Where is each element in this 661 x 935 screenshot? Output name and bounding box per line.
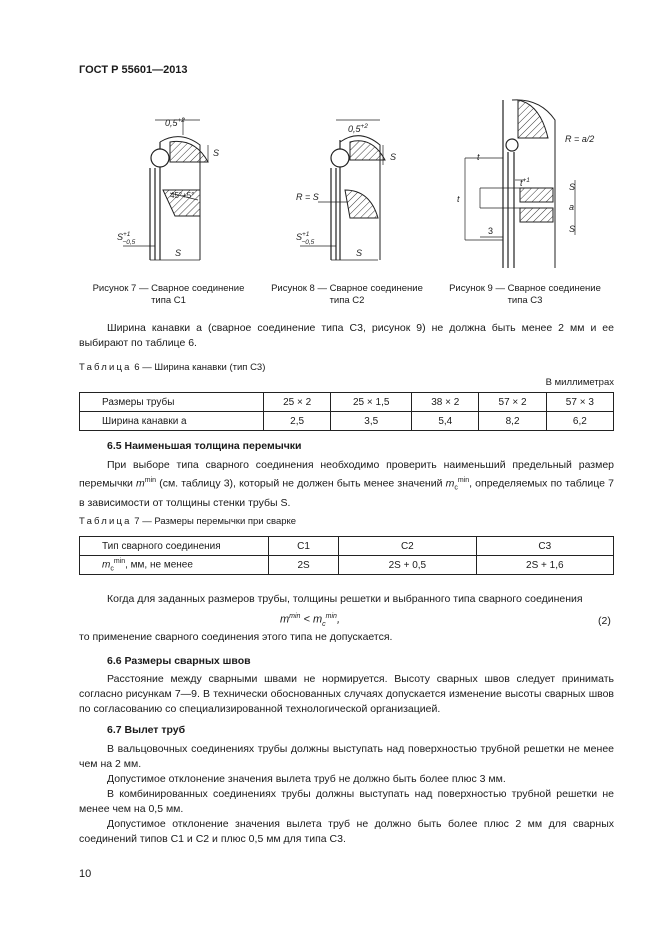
table-cell: С3 bbox=[476, 537, 613, 556]
page-number: 10 bbox=[79, 868, 92, 880]
table-row bbox=[80, 412, 614, 431]
table-cell: $m_c^{min}$, мм, не менее bbox=[80, 556, 269, 575]
conclusion-text: то применение сварного соединения этого типа не допускается. bbox=[79, 631, 393, 643]
table-cell: С2 bbox=[339, 537, 476, 556]
table-cell: С1 bbox=[269, 537, 339, 556]
figures-area bbox=[0, 90, 661, 320]
table-cell: 6,2 bbox=[546, 412, 613, 431]
fig8-gap-label: $0,5^{+2}$ bbox=[348, 123, 368, 134]
section-6-5-title: 6.5 Наименьшая толщина перемычки bbox=[107, 440, 302, 452]
figure-9-caption: Рисунок 9 — Сварное соединение типа С3 bbox=[449, 283, 601, 306]
fig7-s-bottom-label: S bbox=[175, 248, 182, 258]
fig9-s-lower-label: S bbox=[569, 224, 576, 234]
table-cell: 2,5 bbox=[264, 412, 331, 431]
section-6-6-text: Расстояние между сварными швами не нормируется. Высоту сварных швов следует принимать согласно рисункам 7—9. В технически обоснованных случаях допускается изменение высоты сварных швов по согласованию со специализированной технологической организацией. bbox=[79, 673, 614, 715]
table-cell: 57 × 3 bbox=[546, 393, 613, 412]
section-6-7-p3: В комбинированных соединениях трубы должны выступать над поверхностью трубной решетки не менее чем на 0,5 мм. bbox=[79, 788, 614, 815]
table-cell: 3,5 bbox=[331, 412, 412, 431]
table-cell: Размеры трубы bbox=[80, 393, 264, 412]
table-cell: 57 × 2 bbox=[479, 393, 546, 412]
table-cell: 2S + 0,5 bbox=[339, 556, 476, 575]
table-row bbox=[80, 537, 614, 556]
formula-expression: $m^{min} < m_c^{min}$, bbox=[280, 613, 340, 628]
section-6-7-p4: Допустимое отклонение значения вылета труб не должно быть более плюс 2 мм для сварных соединений типов С1 и С2 и плюс 0,5 мм для типа С3. bbox=[79, 818, 614, 845]
fig8-s-side-label: S bbox=[390, 152, 397, 162]
table-row bbox=[80, 393, 614, 412]
table-cell: 8,2 bbox=[479, 412, 546, 431]
figure-8-caption: Рисунок 8 — Сварное соединение типа С2 bbox=[271, 283, 423, 306]
table-cell: 2S + 1,6 bbox=[476, 556, 613, 575]
fig8-s-tol-label: $S^{+1} -0,5$ bbox=[296, 231, 315, 246]
condition-text: Когда для заданных размеров трубы, толщины решетки и выбранного типа сварного соединения bbox=[107, 593, 583, 605]
section-6-7-p1: В вальцовочных соединениях трубы должны выступать над поверхностью трубной решетки не менее чем на 2 мм. bbox=[79, 743, 614, 770]
formula-number: (2) bbox=[598, 615, 611, 627]
section-6-7-title: 6.7 Вылет труб bbox=[107, 724, 186, 736]
fig9-s-upper-label: S bbox=[569, 182, 576, 192]
fig9-radius-label: R = a/2 bbox=[565, 134, 595, 144]
fig7-s-side-label: S bbox=[213, 148, 220, 158]
fig8-radius-label: R = S bbox=[296, 192, 319, 202]
fig9-t-tol-label: $t^{+1}$ bbox=[520, 177, 530, 188]
document-header: ГОСТ Р 55601—2013 bbox=[79, 64, 188, 76]
table7 bbox=[79, 536, 614, 575]
table-cell: 38 × 2 bbox=[412, 393, 479, 412]
table6-units: В миллиметрах bbox=[545, 377, 614, 388]
table-cell: 2S bbox=[269, 556, 339, 575]
fig9-dim-3-label: 3 bbox=[488, 226, 494, 236]
fig9-t-upper-label: t bbox=[477, 152, 480, 162]
table-cell: Тип сварного соединения bbox=[80, 537, 269, 556]
table-cell: 25 × 1,5 bbox=[331, 393, 412, 412]
table6-caption: Таблица 6 — Ширина канавки (тип С3) bbox=[79, 362, 266, 373]
section-6-6-title: 6.6 Размеры сварных швов bbox=[107, 655, 251, 667]
table6 bbox=[79, 392, 614, 431]
section-6-5-text: При выборе типа сварного соединения необходимо проверить наименьший предельный размер перемычки $m^{min}$ (см. таблицу 3), который не должен быть менее значений $m_c^{min}$, определяемых по таблице 7 в зависимости от толщины стенки трубы S. bbox=[79, 459, 614, 509]
fig9-t-lower-label: t bbox=[457, 194, 460, 204]
table7-caption: Таблица 7 — Размеры перемычки при сварке bbox=[79, 516, 297, 527]
table-cell: 25 × 2 bbox=[264, 393, 331, 412]
fig7-angle-label: 45°+5° bbox=[170, 191, 195, 200]
fig9-a-label: a bbox=[569, 202, 575, 212]
fig7-gap-label: $0,5^{+2}$ bbox=[165, 117, 185, 128]
figure-7-caption: Рисунок 7 — Сварное соединение типа С1 bbox=[92, 283, 245, 306]
table-row bbox=[80, 556, 614, 575]
section-6-7-p2: Допустимое отклонение значения вылета труб не должно быть более плюс 3 мм. bbox=[107, 773, 506, 785]
groove-paragraph: Ширина канавки a (сварное соединение типа С3, рисунок 9) не должна быть менее 2 мм и ее выбирают по таблице 6. bbox=[79, 322, 614, 349]
table-cell: 5,4 bbox=[412, 412, 479, 431]
table-cell: Ширина канавки a bbox=[80, 412, 264, 431]
fig7-s-tol-label: $S^{+1} -0,5$ bbox=[117, 231, 136, 246]
figure-7-drawing bbox=[123, 118, 208, 260]
fig8-s-bottom-label: S bbox=[356, 248, 363, 258]
